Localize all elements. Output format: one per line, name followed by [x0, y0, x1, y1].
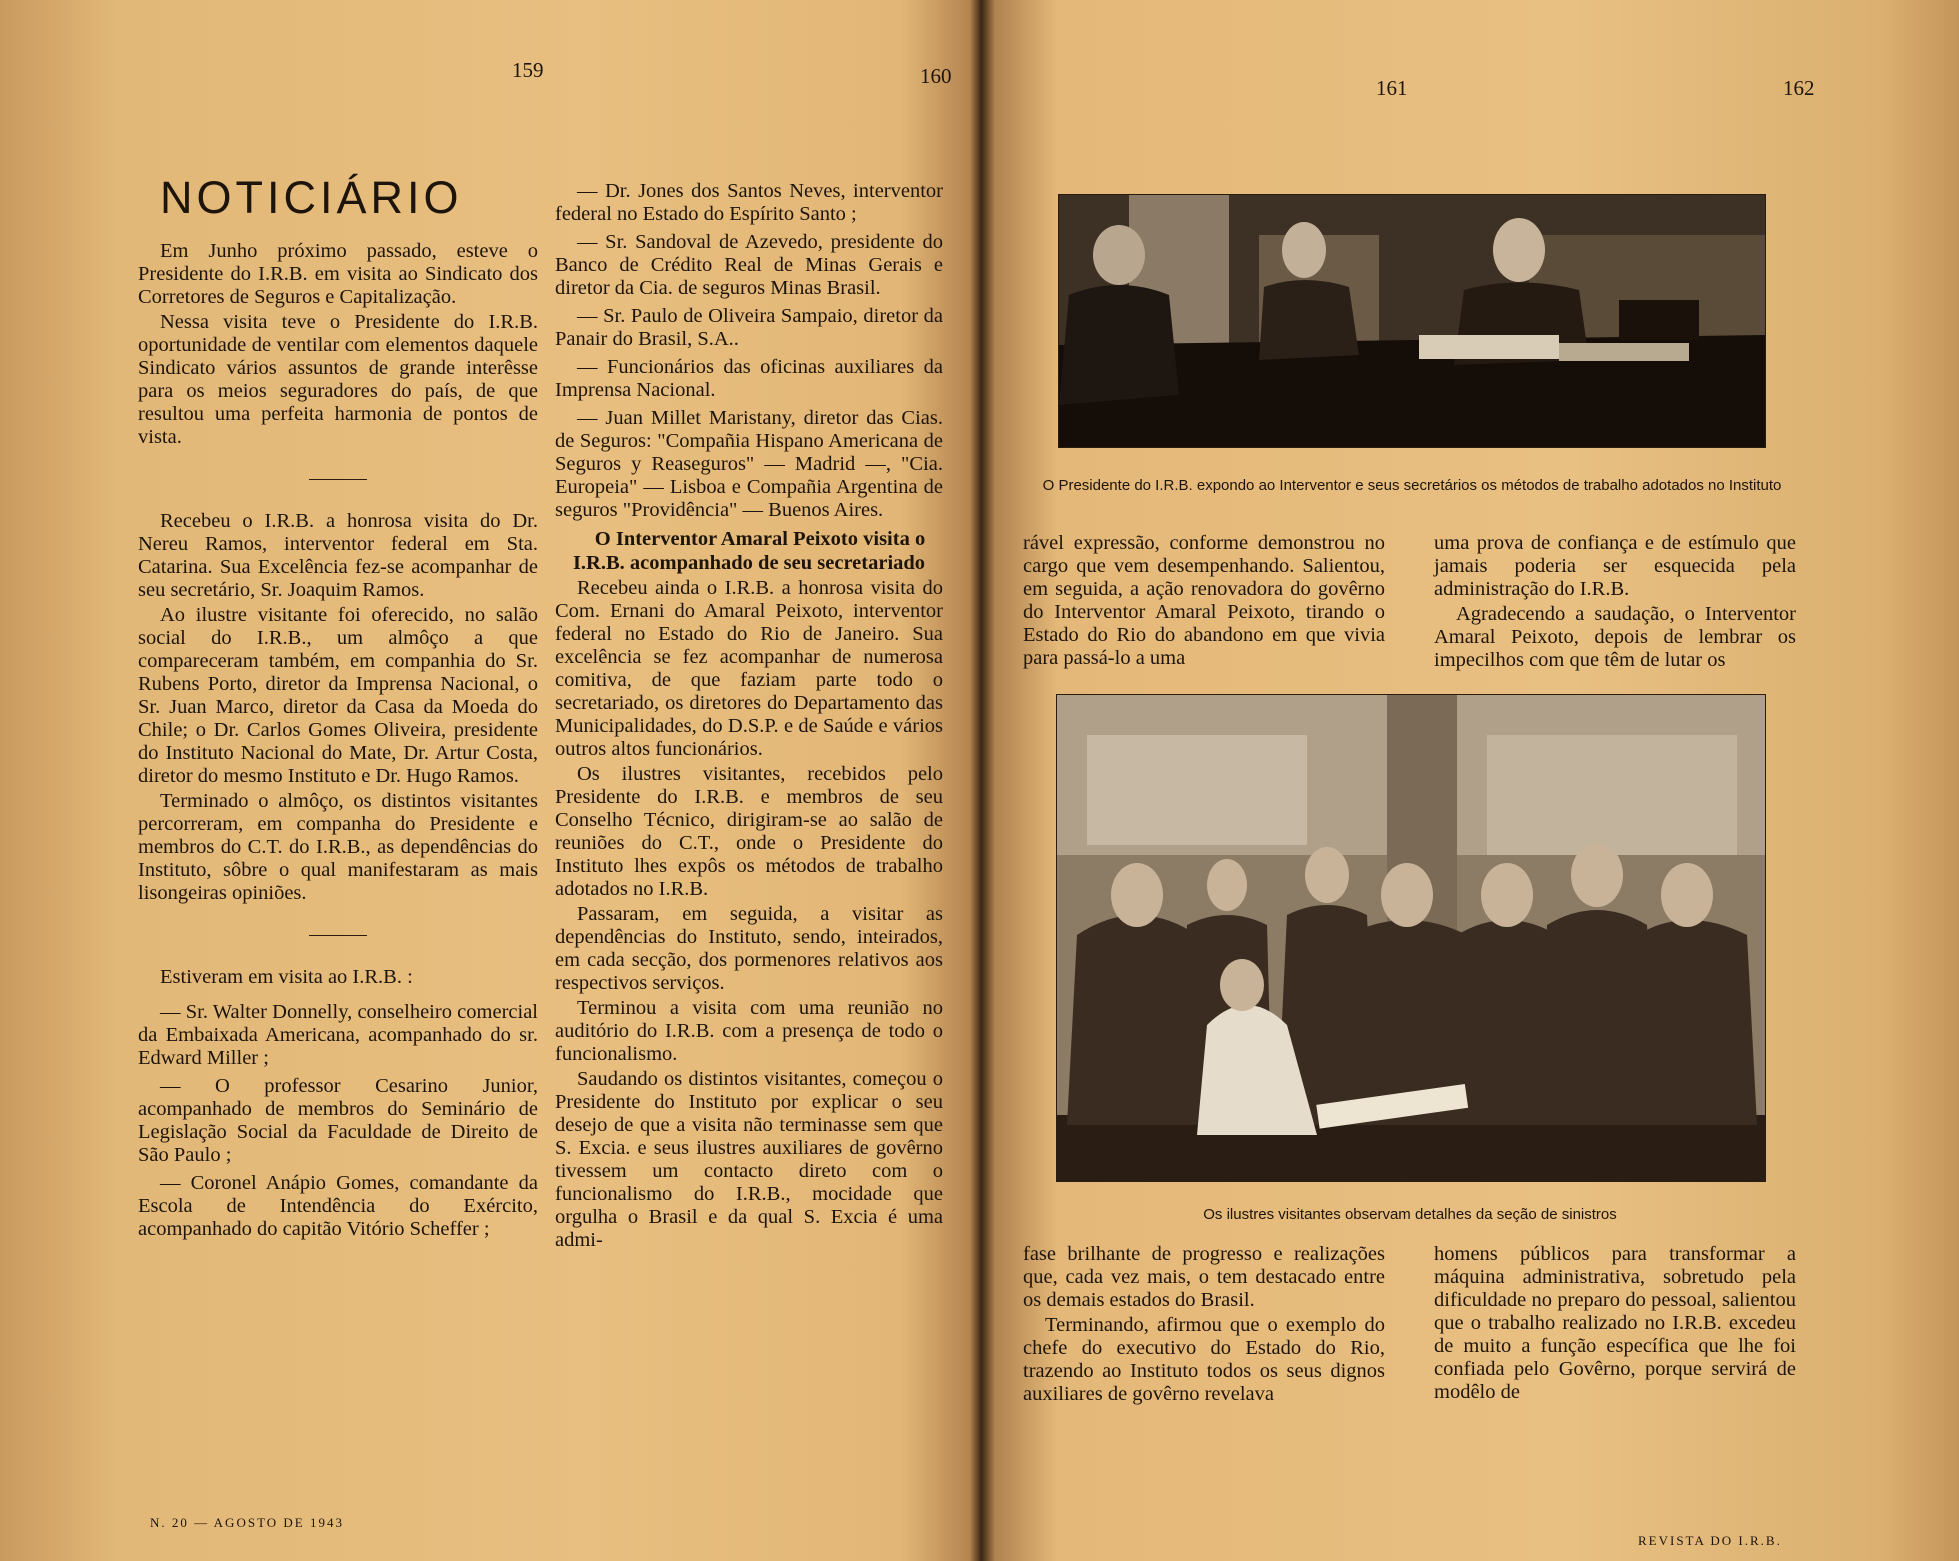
paragraph: Terminando, afirmou que o exemplo do chefe do executivo do Estado do Rio, trazendo ao Instituto todos os seus dignos auxiliares de govêrno revelava [1023, 1314, 1385, 1405]
group-photo-illustration [1057, 695, 1765, 1181]
list-item: — Coronel Anápio Gomes, comandante da Escola de Intendência do Exército, acompanhado do capitão Vitório Scheffer ; [138, 1172, 538, 1240]
visit-intro: Estiveram em visita ao I.R.B. : [160, 966, 413, 988]
list-item: — Funcionários das oficinas auxiliares da Imprensa Nacional. [555, 356, 943, 401]
group-photo [1056, 694, 1766, 1182]
meeting-photo [1058, 194, 1766, 448]
page-number-161: 161 [1376, 76, 1408, 100]
paragraph: Recebeu o I.R.B. a honrosa visita do Dr. Nereu Ramos, interventor federal em Sta. Catarina. Sua Excelência fez-se acompanhar de seu secretário, Sr. Joaquim Ramos. [138, 510, 538, 601]
meeting-photo-illustration [1059, 195, 1765, 447]
page-number-159: 159 [512, 58, 544, 82]
subheading: O Interventor Amaral Peixoto visita o I.R.B. acompanhado de seu secretariado [572, 528, 926, 574]
paragraph: Nessa visita teve o Presidente do I.R.B. oportunidade de ventilar com elementos daquele Sindicato vários assuntos de grande interêsse para os meios seguradores do país, de que resultou uma perfeita harmonia de pontos de vista. [138, 311, 538, 448]
divider [309, 479, 367, 480]
bottom-column-1 [1023, 1243, 1385, 1408]
paragraph: Terminado o almôço, os distintos visitantes percorreram, em companha do Presidente e membros do C.T. do I.R.B., as dependências do Instituto, sôbre o qual manifestaram as mais lisongeiras opiniões. [138, 790, 538, 904]
photo-caption-bottom: Os ilustres visitantes observam detalhes da seção de sinistros [1203, 1206, 1617, 1223]
mid-column-2 [1434, 532, 1796, 674]
paragraph: Em Junho próximo passado, esteve o Presidente do I.R.B. em visita ao Sindicato dos Corretores de Seguros e Capitalização. [138, 240, 538, 308]
left-column [138, 240, 538, 1246]
right-page [980, 0, 1959, 1561]
paragraph: rável expressão, conforme demonstrou no cargo que vem desempenhando. Salientou, em seguida, a ação renovadora do govêrno do Interventor Amaral Peixoto, tirando o Estado do Rio do abandono em que vivia para passá-lo a uma [1023, 532, 1385, 669]
paragraph: Recebeu ainda o I.R.B. a honrosa visita do Com. Ernani do Amaral Peixoto, interventor federal no Estado do Rio de Janeiro. Sua excelência se fez acompanhar de numerosa comitiva, de que faziam parte todo o secretariado, os diretores do Departamento das Municipalidades, do D.S.P. e de Saúde e vários outros altos funcionários. [555, 577, 943, 760]
divider [309, 935, 367, 936]
footer-journal: REVISTA DO I.R.B. [1638, 1533, 1782, 1548]
list-item: — Sr. Walter Donnelly, conselheiro comercial da Embaixada Americana, acompanhado do sr. Edward Miller ; [138, 1001, 538, 1069]
mid-column-1 [1023, 532, 1385, 672]
paragraph: fase brilhante de progresso e realizações que, cada vez mais, o tem destacado entre os demais estados do Brasil. [1023, 1243, 1385, 1311]
paragraph: Terminou a visita com uma reunião no auditório do I.R.B. com a presença de todo o funcionalismo. [555, 997, 943, 1065]
footer-issue: N. 20 — AGOSTO DE 1943 [150, 1515, 344, 1530]
paragraph: homens públicos para transformar a máquina administrativa, sobretudo pela dificuldade no preparo do pessoal, salientou que o trabalho realizado no I.R.B. excedeu de muito a função específica que lhe foi confiada pelo Govêrno, porque servirá de modêlo de [1434, 1243, 1796, 1403]
paragraph: Ao ilustre visitante foi oferecido, no salão social do I.R.B., um almôço a que compareceram também, em companhia do Sr. Rubens Porto, diretor da Imprensa Nacional, o Sr. Juan Marco, diretor da Casa da Moeda do Chile; o Dr. Carlos Gomes Oliveira, presidente do Instituto Nacional do Mate, Dr. Artur Costa, diretor do mesmo Instituto e Dr. Hugo Ramos. [138, 604, 538, 787]
list-item: — Sr. Paulo de Oliveira Sampaio, diretor da Panair do Brasil, S.A.. [555, 305, 943, 350]
bottom-column-2 [1434, 1243, 1796, 1406]
photo-caption-top: O Presidente do I.R.B. expondo ao Interventor e seus secretários os métodos de trabalho adotados no Instituto [1042, 477, 1782, 494]
right-column [555, 180, 943, 1254]
page-number-162: 162 [1783, 76, 1815, 100]
list-item: — Sr. Sandoval de Azevedo, presidente do Banco de Crédito Real de Minas Gerais e diretor da Cia. de seguros Minas Brasil. [555, 231, 943, 299]
visitor-list [555, 180, 943, 522]
list-item: — Dr. Jones dos Santos Neves, interventor federal no Estado do Espírito Santo ; [555, 180, 943, 225]
paragraph: Os ilustres visitantes, recebidos pelo Presidente do I.R.B. e membros de seu Conselho Técnico, dirigiram-se ao salão de reuniões do C.T., onde o Presidente do Instituto lhes expôs os métodos de trabalho adotados no I.R.B. [555, 763, 943, 900]
list-item: — Juan Millet Maristany, diretor das Cias. de Seguros: "Compañia Hispano Americana de Seguros y Reaseguros" — Madrid —, "Cia. Europeia" — Lisboa e Compañia Argentina de seguros "Providência" — Buenos Aires. [555, 407, 943, 521]
section-heading: NOTICIÁRIO [160, 172, 463, 223]
paragraph: uma prova de confiança e de estímulo que jamais poderia ser esquecida pela administração do I.R.B. [1434, 532, 1796, 600]
paragraph: Passaram, em seguida, a visitar as dependências do Instituto, sendo, inteirados, em cada secção, dos pormenores relativos aos respectivos serviços. [555, 903, 943, 994]
list-item: — O professor Cesarino Junior, acompanhado de membros do Seminário de Legislação Social da Faculdade de Direito de São Paulo ; [138, 1075, 538, 1166]
visitor-list [138, 1001, 538, 1241]
paragraph: Saudando os distintos visitantes, começou o Presidente do Instituto por explicar o seu desejo de que a visita não terminasse sem que S. Excia. e seus ilustres auxiliares de govêrno tivessem um contacto direto com o funcionalismo do I.R.B., mocidade que orgulha o Brasil e da qual S. Excia é uma admi- [555, 1068, 943, 1251]
paragraph: Agradecendo a saudação, o Interventor Amaral Peixoto, depois de lembrar os impecilhos com que têm de lutar os [1434, 603, 1796, 671]
page-number-160: 160 [920, 64, 952, 88]
